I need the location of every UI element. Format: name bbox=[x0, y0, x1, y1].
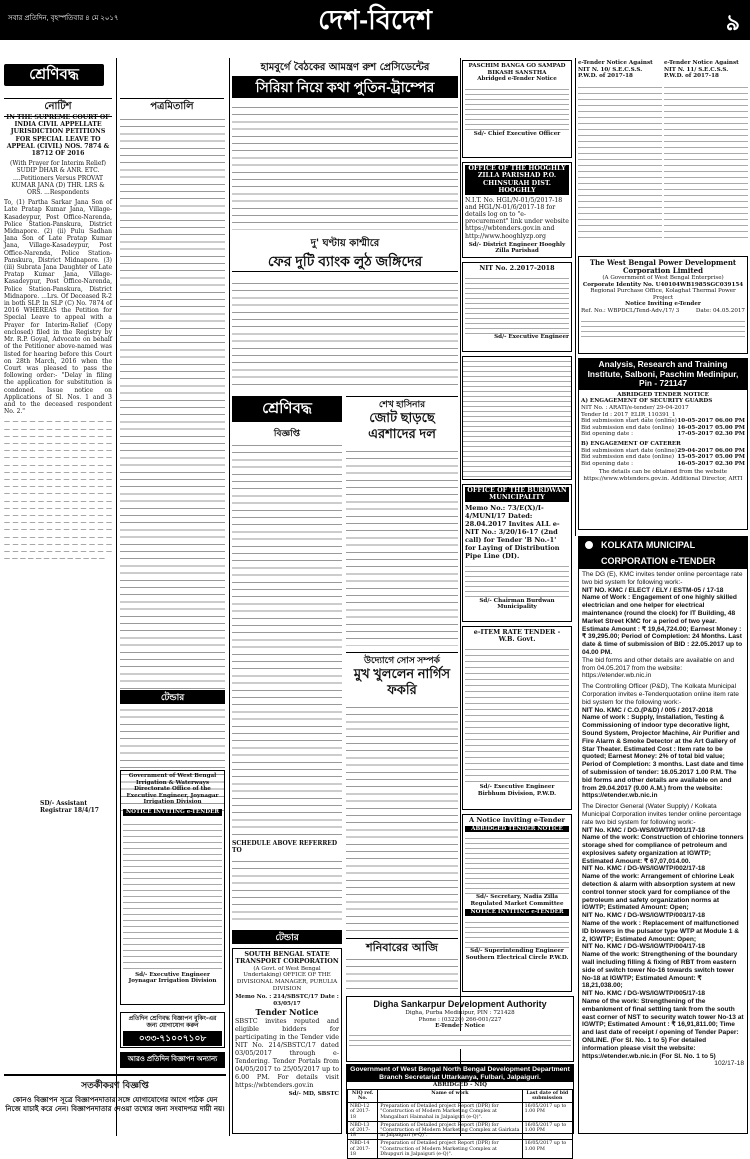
analysis-b-value: 16-05-2017 02.30 PM bbox=[677, 460, 745, 467]
power-date: Date: 04.05.2017 bbox=[695, 307, 745, 314]
analysis-a-row bbox=[581, 431, 745, 438]
analysis-label: ABRIDGED TENDER NOTICE bbox=[617, 391, 709, 398]
kmc-body-5: Name of work : Supply, Installation, Testing & Commissioning of indoor type decorative light, Sound System, Projector Machine, Air Purifier and Fire Alarm & Smoke Detector at the Art Gallery of Star Theater. Estimated Cost : Item rate to be quoted; Earnest Money: 2% of total bid value; Period of Completion: 3 months. Last date and time of submission of tender: 16.05.2017 1.00 P.M. The bid forms and other details are available on and from 29.04.2017 (9.00 A.M.) from the website: https://etender.wb.nic.in bbox=[582, 714, 744, 800]
analysis-a-label: Bid opening date : bbox=[581, 431, 634, 438]
kmc-nit-5: NIT No. KMC / DG-WS/IGWTP/003/17-18 bbox=[582, 912, 706, 920]
shani-heading: শনিবারের আজি bbox=[346, 938, 458, 958]
analysis-notice bbox=[578, 358, 748, 530]
power-ref: Ref. No.: WBPDCL/Tend-Adv./17/ 3 bbox=[581, 307, 680, 314]
kmc-body-2: Name of Work : Engagement of one highly skilled electrician and one helper for electrical maintenance (round the clock) for IT Building, 48 Market Street KMC for a period of two year. Estimate Amount : ₹ 19,64,724.00; Earnest Money : ₹ 39,295.00; Period of Completion: 24 Months. Last date & time of submission of BID : 22.05.2017 up to 04.00 PM. bbox=[582, 594, 743, 656]
kmc-body-3: The bid forms and other details are available on and from 04.05.2017 from the website: https://etender.wb.nic.in bbox=[582, 656, 735, 680]
analysis-b-label: Bid submission start date (online) bbox=[581, 447, 677, 454]
nit-notice bbox=[462, 262, 572, 352]
analysis-a-label: NIT No. : ARATI/e-tender/ 29-04-2017 bbox=[581, 404, 689, 411]
kmc-nit-4: NIT No. KMC / DG-WS/IGWTP/002/17-18 bbox=[582, 865, 706, 873]
e-tender-notice-title: A Notice inviting e-Tender bbox=[468, 816, 566, 824]
kmc-body-1: The DG (E), KMC invites tender online percentage rate two bid system for following work:- bbox=[582, 571, 743, 586]
power-cin: Corporate Identity No. U40104WB1985SGC039154 bbox=[582, 281, 744, 288]
schedule-heading: SCHEDULE ABOVE REFERRED TO bbox=[232, 840, 338, 855]
nit-title: NIT No. 2.2017-2018 bbox=[479, 264, 555, 272]
north-abridged: ABRIDGED - NIQ bbox=[433, 1082, 487, 1089]
kmc-nit-7: NIT No. KMC / DG-WS/IGWTP/005/17-18 bbox=[582, 990, 706, 998]
nargis-article bbox=[346, 702, 458, 932]
analysis-a-title: A) ENGAGEMENT OF SECURITY GUARDS bbox=[581, 398, 713, 405]
kmc-body-11: Name of the work: Strengthening of the embankment of final settling tank from the south east corner of NST to security watch tower No-13 at IGWTP; Estimated Amount : ₹ 16,91,811.00; Time and last date of receipt / opening of Tender Paper: ONLINE. (For Sl. No. 1 to 5) For detailed information please visit the website: https://etender.wb.nic.in (For Sl. No. 1 to 5) bbox=[582, 998, 744, 1060]
power-sub: (A Government of West Bengal Enterprise) bbox=[602, 275, 724, 281]
burdwan-notice bbox=[462, 484, 572, 622]
digha-label: E-Tender Notice bbox=[435, 1023, 485, 1030]
headline-article bbox=[232, 102, 458, 230]
notice-inviting-body bbox=[465, 918, 569, 948]
table-cell: 16/05/2017 up to 1.00 PM bbox=[522, 1103, 572, 1122]
kmc-ref: 102/17-18 bbox=[714, 1060, 744, 1068]
gov-notice bbox=[120, 770, 225, 1005]
burdwan-extra bbox=[465, 562, 569, 598]
nit-body bbox=[465, 274, 569, 334]
warning-title: সতর্কীকরণ বিজ্ঞপ্তি bbox=[81, 1081, 149, 1091]
table-cell: 16/05/2017 up to 1.00 PM bbox=[522, 1140, 572, 1159]
kmc-title: KOLKATA MUNICIPAL CORPORATION e-TENDER bbox=[579, 537, 747, 569]
analysis-title: Analysis, Research and Training Institute, Salboni, Paschim Medinipur, Pin - 721147 bbox=[579, 359, 747, 390]
abridged-body bbox=[465, 834, 569, 894]
analysis-b-label: Bid submission end date (online) bbox=[581, 454, 675, 461]
power-notice bbox=[578, 256, 748, 354]
analysis-a-table bbox=[579, 405, 747, 438]
kmc-body-7: Name of the work: Construction of chlorine tonners storage shed for compliance of petroleum and explosives safety organization at IGWTP; Estimated Amount: ₹ 67,07,014.00. bbox=[582, 834, 744, 865]
kashmir-headline: ফের দুটি ব্যাংক লুঠ জঙ্গিদের bbox=[232, 250, 458, 272]
table-row bbox=[348, 1140, 573, 1159]
hasina-article bbox=[346, 446, 458, 646]
gov-notice-sign: Sd/- Executive Engineer Joynagar Irrigation Division bbox=[128, 971, 217, 985]
power-title: The West Bengal Power Development Corporation Limited bbox=[589, 258, 737, 275]
kashmir-article bbox=[232, 278, 458, 388]
digha-sub: Digha, Purba Medinipur, PIN : 721428 bbox=[405, 1010, 515, 1016]
table-cell: NBD-12 of 2017-18 bbox=[348, 1103, 378, 1122]
paschim-body bbox=[465, 85, 569, 131]
notice-heading: নোটিশ bbox=[4, 98, 112, 117]
analysis-a-row bbox=[581, 418, 745, 425]
analysis-b-title: B) ENGAGEMENT OF CATERER bbox=[581, 440, 681, 447]
transport-memo: Memo No. : 214/SBSTC/17 Date : 03/05/17 bbox=[235, 994, 339, 1007]
paschim-sign: Sd/- Chief Executive Officer bbox=[473, 130, 561, 137]
table-cell: NBD-14 of 2017-18 bbox=[348, 1140, 378, 1159]
analysis-a-label: Bid submission start date (online) bbox=[581, 418, 677, 425]
analysis-a-value: 16-05-2017 05.00 PM bbox=[677, 424, 745, 431]
mid-notices bbox=[232, 440, 342, 840]
north-table-heading: Name of work bbox=[378, 1089, 522, 1102]
warning-text: কোনও বিজ্ঞাপন সূত্রে বিজ্ঞাপনদাতার সঙ্গে যোগাযোগের আগে পাঠক যেন নিজে যাচাই করে নেন। বিজ্ঞাপনদাতার দেওয়া তথ্যের জন্য সংবাদপত্র দায়ী নয়। bbox=[5, 1095, 225, 1113]
power-body bbox=[581, 317, 745, 337]
paschim-sub: Abridged e-Tender Notice bbox=[477, 76, 557, 83]
hooghly-body: N.I.T. No. HGL/N-01/5/2017-18 and HGL/N-01/6/2017-18 for details log on to "e-procurement" link under website https://wbtenders.gov.in and http://www.hooghlyzp.org bbox=[465, 196, 569, 240]
table-cell: Preparation of Detailed project Report (DPR) for "Construction of Modern Marketing Complex at Mangalbari Haimahal in Jalpaiguri (e-Q)". bbox=[378, 1103, 522, 1122]
column-rule bbox=[229, 58, 230, 1136]
hooghly-title: OFFICE OF THE HOOGHLY ZILLA PARISHAD P.O. CHINSURAH DIST. HOOGHLY bbox=[465, 165, 569, 195]
table-cell: Preparation of Detailed project Report (DPR) for "Construction of Modern Marketing Complex at Dhupguri in Jalpaiguri (e-Q)". bbox=[378, 1140, 522, 1159]
power-dept: Regional Purchase Office, Kolaghat Thermal Power Project bbox=[590, 288, 736, 301]
analysis-b-value: 15-05-2017 05.00 PM bbox=[677, 454, 745, 461]
mid-notice-label: বিজ্ঞপ্তি bbox=[232, 426, 342, 442]
court-notice-continuation: — — — — — — — — — — — — — — — — — — — — — — — — — — — — — — — — — — — — — — — — — — — — — — — — — — — — — — — — — — — — — — — — — — — — — — — — — — — — — — — — — — — — — — — — — — — — — — — — — — — — — — — — — — — — — — — — — — — — — — — — — — — — — — — — — — — — — — — — — — — — — — — — — — — — — — — — — — — — — — — — — — — — — — — — — — — — — — — — — — — — — — — — — — — — — — — — — — — — — — — — — — — — — — — — — — — — — — — — — — — — — — — — — — — — — — — — — — — — — — — — — — — — — — — — — — — — — — — — — — — — bbox=[4, 418, 112, 563]
table-cell: NBD-13 of 2017-18 bbox=[348, 1121, 378, 1140]
analysis-a-label: Bid submission end date (online) bbox=[581, 424, 675, 431]
wbgov-title: e-ITEM RATE TENDER - W.B. Govt. bbox=[473, 628, 561, 643]
shani-article bbox=[346, 954, 458, 994]
date-line: সবার প্রতিদিন, বৃহস্পতিবার ৪ মে ২০১৭ bbox=[8, 15, 119, 22]
table-cell: 16/05/2017 up to 1.00 PM bbox=[522, 1121, 572, 1140]
north-table bbox=[347, 1089, 573, 1159]
transport-notice: Tender Notice bbox=[255, 1007, 319, 1018]
kmc-nit-6: NIT No. KMC / DG-WS/IGWTP/004/17-18 bbox=[582, 943, 706, 951]
kmc-logo-icon bbox=[583, 539, 595, 551]
burdwan-title: OFFICE OF THE BURDWAN MUNICIPALITY bbox=[465, 487, 569, 502]
table-row bbox=[348, 1103, 573, 1122]
gov-notice-body bbox=[123, 819, 222, 969]
kmc-body-6: The Director General (Water Supply) / Kolkata Municipal Corporation invites tender online percentage rate two bid system for following work:- bbox=[582, 803, 742, 826]
schedule-body bbox=[232, 856, 342, 926]
power-label: Notice Inviting e-Tender bbox=[625, 301, 701, 308]
sec-tender-2 bbox=[664, 60, 748, 250]
wbgov-body bbox=[465, 644, 569, 784]
analysis-b-row bbox=[581, 454, 745, 461]
column-rule bbox=[575, 58, 576, 536]
left-section-label: শ্রেণিবদ্ধ bbox=[4, 64, 104, 86]
hasina-headline: জোট ছাড়ছে এরশাদের দল bbox=[368, 410, 436, 441]
sec-tender-2-body bbox=[664, 82, 748, 242]
digha-phone: Phone : (03220) 266-001/227 bbox=[418, 1016, 502, 1023]
table-row bbox=[348, 1121, 573, 1140]
sec-tender-2-title: e-Tender Notice Against NIT N. 11/ S.E.C.S.S. P.W.D. of 2017-18 bbox=[664, 60, 739, 80]
north-table-heading: NIQ ref. No. bbox=[348, 1089, 378, 1102]
paschim-notice bbox=[462, 60, 572, 158]
notice-inviting-sign: Sd/- Superintending Engineer Southern Electrical Circle P.W.D. bbox=[465, 947, 569, 961]
analysis-b-label: Bid opening date : bbox=[581, 460, 634, 467]
transport-title: SOUTH BENGAL STATE TRANSPORT CORPORATION bbox=[235, 950, 339, 966]
berhampore-notice bbox=[462, 356, 572, 480]
classified-ad-phone: ০৩৩-৭১০০৭১০৮ bbox=[123, 1031, 222, 1046]
kashmir-kicker: দু' ঘণ্টায় কাশ্মীরে bbox=[310, 238, 380, 249]
analysis-footer: The details can be obtained from the website https://www.wbtenders.gov.in. Additional Director, ARTI bbox=[583, 469, 743, 482]
kmc-body-10: Name of the work: Strengthening of the boundary wall including filling & fixing of RBT from eastern side of switch tower No-16 towards switch tower No-18 at IGWTP; Estimated Amount: ₹ 18,21,038.00; bbox=[582, 951, 738, 990]
kmc-nit-3: NIT No. KMC / DG-WS/IGWTP/001/17-18 bbox=[582, 826, 706, 834]
e-tender-notice-panel bbox=[462, 814, 572, 992]
paschim-title: PASCHIM BANGA GO SAMPAD BIKASH SANSTHA bbox=[468, 63, 566, 76]
digha-title: Digha Sankarpur Development Authority bbox=[373, 999, 547, 1009]
transport-sign: Sd/- MD, SBSTC bbox=[288, 1091, 339, 1098]
burdwan-body: Memo No.: 73/E(X)/I-4/MUNI/17 Dated: 28.04.2017 Invites ALL e-NIT No.: 3/20/16-17 (2nd call) for Tender 'B No.-1' for Laying of Distribution Pipe Line (DI). bbox=[465, 503, 560, 560]
masthead bbox=[0, 0, 750, 40]
analysis-b-row bbox=[581, 461, 745, 468]
headline: সিরিয়া নিয়ে কথা পুতিন-ট্রাম্পের bbox=[232, 76, 458, 98]
kmc-body bbox=[579, 569, 747, 1070]
wbgov-tender bbox=[462, 626, 572, 810]
penpal-heading: পত্রমিতালি bbox=[120, 98, 224, 117]
court-notice-parties: (With Prayer for Interim Relief) SUDIP DHAR & ANR. ETC. ....Petitioners Versus PROVAT KUMAR JANA (D) THR. LRS & ORS. ...Respondents bbox=[10, 160, 106, 197]
analysis-a-value: 17-05-2017 02.30 PM bbox=[677, 431, 745, 438]
table-cell: Preparation of Detailed project Report (DPR) for "Construction of Modern Marketing Complex at Gairkata in Jalpaiguri (e-Q)". bbox=[378, 1121, 522, 1140]
transport-sub: (A Govt. of West Bengal Undertaking) OFFICE OF THE DIVISIONAL MANAGER, PURULIA DIVISION bbox=[236, 965, 338, 992]
notice-inviting-title: NOTICE INVITING e-TENDER bbox=[465, 909, 569, 916]
gov-notice-title: Government of West Bengal Irrigation & Waterways Directorate Office of the Executive Engineer, Joynagar Irrigation Division bbox=[126, 773, 219, 806]
north-title: Government of West Bengal North Bengal Development Department Branch Secretariat Uttarkanya, Fulbari, Jalpaiguri. bbox=[347, 1065, 573, 1082]
penpal-listings bbox=[120, 114, 225, 824]
page-number: ৯ bbox=[725, 10, 740, 35]
kmc-body-8: Name of the work: Arrangement of chlorine Leak detection & alarm with absorption system at new control tonner stock yard for compliance of the petroleum and safety organization norms at IGWTP; Estimated Amount: Open; bbox=[582, 873, 736, 912]
section-title: দেশ-বিদেশ bbox=[318, 5, 432, 35]
sec-tender-1-body bbox=[578, 82, 662, 242]
classified-ad-text: প্রতিদিন শ্রেণিবদ্ধ বিজ্ঞাপন বুকিং-এর জন্য যোগাযোগ করুন bbox=[128, 1015, 217, 1030]
court-notice-title: IN THE SUPREME COURT OF INDIA CIVIL APPELLATE JURISDICTION PETITIONS FOR SPECIAL LEAVE TO APPEAL (CIVIL) NOS. 7874 & 18712 OF 2016 bbox=[6, 114, 110, 158]
kmc-nit-1: NIT NO. KMC / ELECT / ELY / ESTM-05 / 17-18 bbox=[582, 586, 724, 594]
analysis-b-table bbox=[579, 448, 747, 468]
nargis-headline: মুখ খুললেন নার্গিস ফকরি bbox=[353, 666, 451, 697]
analysis-a-value: 10-05-2017 06.00 PM bbox=[677, 418, 745, 425]
gov-notice-banner: NOTICE INVITING e-TENDER bbox=[123, 809, 222, 816]
north-table-header bbox=[348, 1089, 573, 1102]
analysis-a-row bbox=[581, 425, 745, 432]
abridged-sign: Sd/- Secretary, Nadia Zilla Regulated Market Committee bbox=[470, 894, 564, 907]
analysis-b-value: 29-04-2017 06.00 PM bbox=[677, 447, 745, 454]
promo-banner: আরও প্রতিদিন বিজ্ঞাপন অন্যান্য পাতায় bbox=[120, 1052, 225, 1068]
warning-box bbox=[4, 1074, 226, 1134]
mid-section-label: শ্রেণিবদ্ধ bbox=[232, 396, 342, 422]
mid-tender-label: টেন্ডার bbox=[232, 930, 342, 944]
hasina-kicker: শেখ হাসিনার bbox=[346, 396, 458, 412]
column-rule bbox=[460, 58, 461, 1136]
north-table-heading: Last date of bid submission bbox=[522, 1089, 572, 1102]
court-notice bbox=[4, 114, 112, 794]
hooghly-notice bbox=[462, 162, 572, 258]
nargis-kicker: উদ্যোগে সোস সম্পর্ক bbox=[346, 652, 458, 668]
nit-sign: Sd/- Executive Engineer bbox=[494, 333, 569, 340]
kmc-nit-2: NIT No. KMC / C.O.(P&D) / 005 / 2017-2018 bbox=[582, 706, 713, 714]
transport-tender bbox=[232, 948, 342, 1134]
column-rule bbox=[116, 58, 117, 1136]
court-notice-body: To, (1) Partha Sarkar Jana Son of Late Pratap Kumar Jana, Village-Kasadeypur, Post Office-Narenda, Police Station-Panskura, District Midnapore. (2) (ii) Pulu Sadhan Jana Son of Late Pratap Kumar Jana, Village-Kasadeypur, Post Office-Narenda, Police Station-Panskura, District Midnapore. (3)(iii) Subrata Jana Daughter of Late Pratap Kumar Jana, Village-Kasadeypur, Post Office-Narenda, Police Station-Panskura, District Midnapore. ...Lrs. Of Deceased R-2 in both SLP. In SLP (C) No. 7874 of 2016 WHEREAS the Petition for Special Leave to appeal with a Prayer for Interim-Relief (Copy enclosed) filed in the Registry by Mr. R.P. Goyal, Advocate on behalf of the Petitioner above-named was listed for hearing before this Court on 28th March, 2016 when the Court was pleased to pass the following order:- "Delay in filing the application for substitution is condoned. Issue notice on Applications of Sl. Nos. 1 and 3 and to the deceased respondent No. 2." bbox=[4, 199, 112, 416]
digha-body bbox=[349, 1031, 571, 1049]
analysis-a-label: Tender Id : 2017_ELIR_110391_1 bbox=[581, 411, 676, 418]
kmc-notice bbox=[578, 536, 748, 1134]
classified-ad-box bbox=[120, 1012, 225, 1048]
abridged-title: ABRIDGED TENDER NOTICE bbox=[465, 826, 569, 833]
sec-tender-1 bbox=[578, 60, 662, 250]
burdwan-sign: Sd/- Chairman Burdwan Municipality bbox=[479, 597, 555, 611]
digha-panel bbox=[346, 996, 574, 1062]
transport-body: SBSTC invites reputed and eligible bidders for participating in the Tender vide NIT No. 214/SBSTC/17 dated 03/05/2017 through e-Tendering. Tender Portals from 04/05/2017 to 25/05/2017 up to 6.00 PM. For details visit https://wbtenders.gov.in bbox=[235, 1017, 339, 1090]
left-tender-label: টেন্ডার bbox=[120, 690, 225, 704]
kmc-body-9: Name of the work : Replacement of malfunctioned ID blowers in the pulsator type WTP at Module 1 & 2, IGWTP; Estimated Amount: Open; bbox=[582, 920, 740, 943]
hooghly-sign: Sd/- District Engineer Hooghly Zilla Parishad bbox=[468, 241, 566, 255]
court-notice-sign: SD/- Assistant Registrar 18/4/17 bbox=[40, 800, 99, 815]
wbgov-sign: Sd/- Executive Engineer Birbhum Division, P.W.D. bbox=[477, 784, 557, 797]
kmc-body-4: The Controlling Officer (P&D), The Kolkata Municipal Corporation invites e-Tenderquotation online item rate bid system for the following work:- bbox=[582, 683, 739, 706]
power-refline bbox=[581, 308, 745, 315]
sec-tender-1-title: e-Tender Notice Against NIT N. 10/ S.E.C.S.S. P.W.D. of 2017-18 bbox=[578, 60, 653, 80]
analysis-a-row bbox=[581, 405, 745, 412]
north-bengal-notice bbox=[346, 1064, 574, 1157]
headline-kicker: হামবুর্গে বৈঠকের আমন্ত্রণ রুশ প্রেসিডেন্টের bbox=[260, 62, 430, 73]
